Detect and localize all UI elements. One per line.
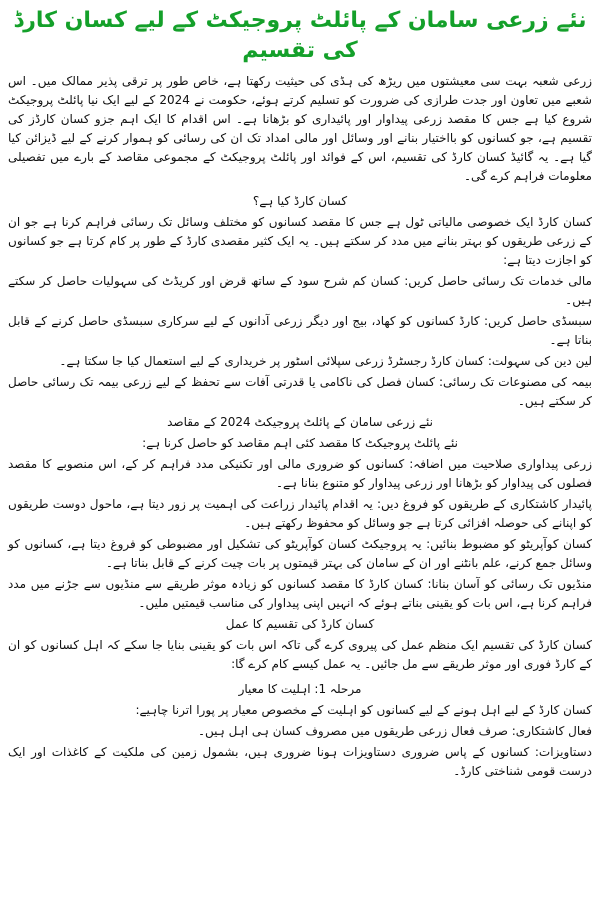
section-heading-objectives: نئے زرعی سامان کے پائلٹ پروجیکٹ 2024 کے مقاصد (167, 415, 433, 429)
eligibility-intro: کسان کارڈ کے لیے اہل ہونے کے لیے کسانوں کو اہلیت کے مخصوص معیار پر پورا اترنا چاہیے: (135, 703, 592, 717)
kisan-card-description: کسان کارڈ ایک خصوصی مالیاتی ٹول ہے جس کا مقصد کسانوں کو مختلف وسائل تک رسائی فراہم کرنا ہے جو ان کے زرعی طریقوں کو بہتر بنانے میں مدد کر سکتے ہیں۔ یہ ایک کثیر مقصدی کارڈ کے طور پر کام کرتا ہے جو کسانوں کو اجازت دیتا ہے: (8, 215, 592, 267)
section-heading-distribution: کسان کارڈ کی تقسیم کا عمل (225, 617, 375, 631)
benefit-subsidies: سبسڈی حاصل کریں: کارڈ کسانوں کو کھاد، بیج اور دیگر زرعی آدانوں کے لیے سرکاری سبسڈی حاصل کرنے کے قابل بناتا ہے۔ (8, 314, 592, 347)
distribution-description: کسان کارڈ کی تقسیم ایک منظم عمل کی پیروی کرے گی تاکہ اس بات کو یقینی بنایا جا سکے کہ اہل کسانوں کو ان کے کارڈ فوری اور موثر طریقے سے مل جائیں۔ یہ عمل کیسے کام کرے گا: (8, 638, 592, 671)
objective-sustainable-farming: پائیدار کاشتکاری کے طریقوں کو فروغ دیں: یہ اقدام پائیدار زراعت کی اہمیت پر زور دیتا ہے، ماحول دوست طریقوں کو اپنانے کی حوصلہ افزائی کرتا ہے جو وسائل کو محفوظ رکھتے ہیں۔ (8, 497, 592, 530)
objective-market-access: منڈیوں تک رسائی کو آسان بنانا: کسان کارڈ کا مقصد کسانوں کو زیادہ موثر طریقے سے منڈیوں سے جڑنے میں مدد فراہم کرنا ہے، اس بات کو یقینی بناتے ہوئے کہ انہیں اپنی پیداوار کی مناسب قیمتیں ملیں۔ (8, 577, 592, 610)
objectives-intro: نئے پائلٹ پروجیکٹ کا مقصد کئی اہم مقاصد کو حاصل کرنا ہے: (142, 436, 458, 450)
benefit-transactions: لین دین کی سہولت: کسان کارڈ رجسٹرڈ زرعی سپلائی اسٹور پر خریداری کے لیے استعمال کیا جا سکتا ہے۔ (59, 354, 592, 368)
objective-productivity: زرعی پیداواری صلاحیت میں اضافہ: کسانوں کو ضروری مالی اور تکنیکی مدد فراہم کر کے، اس منصوبے کا مقصد فصلوں کی پیداوار کو بڑھانا اور زرعی پیداوار کو متنوع بنانا ہے۔ (8, 457, 592, 490)
eligibility-documents: دستاویزات: کسانوں کے پاس ضروری دستاویزات ہونا ضروری ہیں، بشمول زمین کی ملکیت کے کاغذات اور ایک درست قومی شناختی کارڈ۔ (8, 745, 592, 778)
intro-paragraph: زرعی شعبہ بہت سی معیشتوں میں ریڑھ کی ہڈی کی حیثیت رکھتا ہے، خاص طور پر ترقی پذیر ممالک میں۔ اس شعبے میں تعاون اور جدت طرازی کی ضرورت کو تسلیم کرتے ہوئے، حکومت نے 2024 کے لیے ایک نیا پائلٹ پروجیکٹ شروع کیا ہے جس کا مقصد زرعی پیداوار اور پائیداری کو بڑھانا ہے۔ اس اقدام کا ایک اہم جزو کسان کارڈز کی تقسیم ہے، جو کسانوں کو بااختیار بنانے اور وسائل اور مالی امداد تک ان کی رسائی کو ہموار کرنے کے لیے ڈیزائن کیا گیا ہے۔ یہ گائیڈ کسان کارڈ کی تقسیم، اس کے فوائد اور پائلٹ پروجیکٹ کے مجموعی مقاصد کے بارے میں تفصیلی معلومات فراہم کرے گی۔ (8, 74, 592, 183)
eligibility-active-farming: فعال کاشتکاری: صرف فعال زرعی طریقوں میں مصروف کسان ہی اہل ہیں۔ (198, 724, 592, 738)
benefit-insurance: بیمہ کی مصنوعات تک رسائی: کسان فصل کی ناکامی یا قدرتی آفات سے تحفظ کے لیے زرعی بیمہ تک رسائی حاصل کر سکتے ہیں۔ (8, 375, 592, 408)
objective-cooperatives: کسان کوآپریٹو کو مضبوط بنائیں: یہ پروجیکٹ کسان کوآپریٹو کی تشکیل اور مضبوطی کو فروغ دیتا ہے، کسانوں کو وسائل جمع کرنے، علم بانٹنے اور ان کے سامان کی بہتر قیمتوں پر بات چیت کرنے کے قابل بناتا ہے۔ (8, 537, 592, 570)
benefit-financial-services: مالی خدمات تک رسائی حاصل کریں: کسان کم شرح سود کے ساتھ قرض اور کریڈٹ کی سہولیات حاصل کر سکتے ہیں۔ (8, 274, 592, 307)
section-heading-what-is-kisan-card: کسان کارڈ کیا ہے؟ (252, 194, 348, 208)
article-title: نئے زرعی سامان کے پائلٹ پروجیکٹ کے لیے کسان کارڈ کی تقسیم (13, 8, 587, 63)
step-1-heading: مرحلہ 1: اہلیت کا معیار (238, 682, 362, 696)
